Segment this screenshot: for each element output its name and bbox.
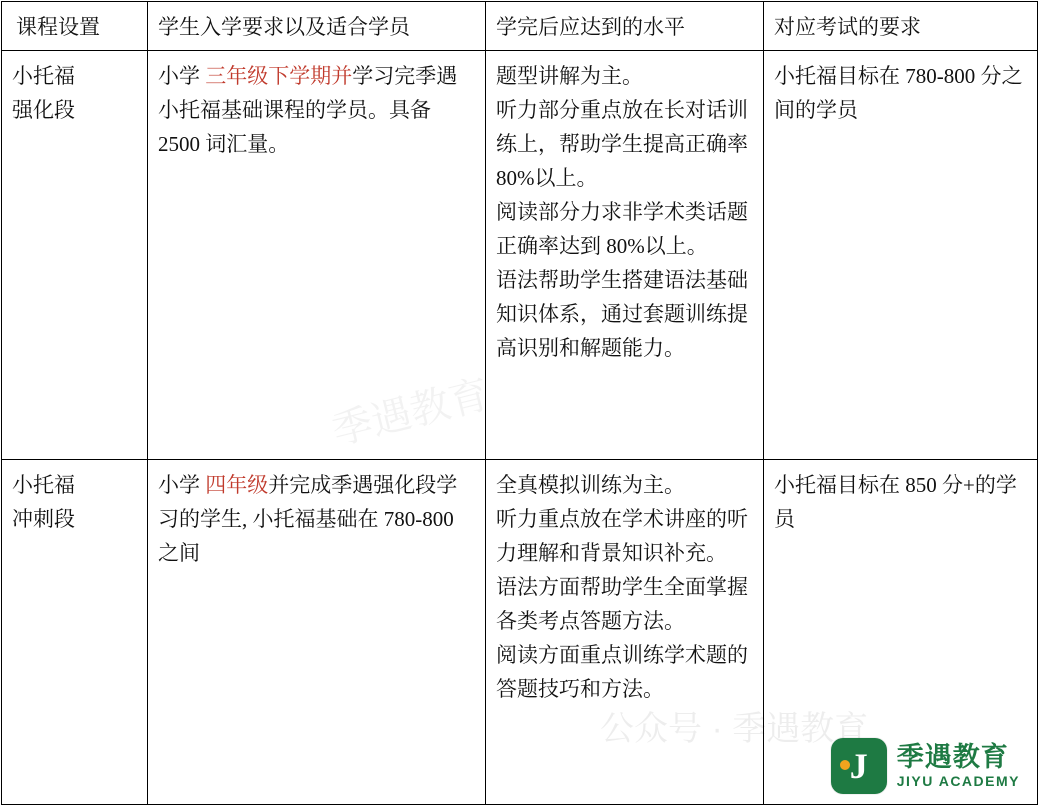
table-header [2,2,1038,51]
requirement-text-plain: 小学 [158,64,206,89]
outcome-paragraph: 全真模拟训练为主。 [496,473,685,498]
stage-line: 小托福 [12,473,75,498]
cell-expected-level [486,460,764,805]
cell-course-stage [2,460,148,805]
cell-entry-requirement [148,460,486,805]
cell-entry-requirement [148,51,486,460]
outcome-paragraph: 阅读方面重点训练学术题的答题技巧和方法。 [496,643,748,702]
cell-exam-requirement [764,460,1038,805]
logo-glyph: J [849,746,868,786]
stage-line: 强化段 [12,98,75,123]
requirement-paragraph [158,59,475,161]
cell-exam-requirement [764,51,1038,460]
requirement-text-rest: 并完成季遇强化段学习的学生, 小托福基础在 780-800 之间 [158,473,458,566]
watermark-main: 季遇教育 [327,372,494,454]
column-header-entry-requirement: 学生入学要求以及适合学员 [148,2,486,51]
logo-name-en: JIYU ACADEMY [896,773,1020,790]
column-header-expected-level: 学完后应达到的水平 [486,2,764,51]
table-row [2,460,1038,805]
exam-requirement-text: 小托福目标在 850 分+的学员 [774,473,1017,532]
table-header-row [2,2,1038,51]
requirement-text-highlight: 四年级 [205,473,269,498]
outcome-paragraph: 语法方面帮助学生全面掌握各类考点答题方法。 [496,575,748,634]
table-body [2,51,1038,805]
cell-course-stage [2,51,148,460]
document-page [0,1,1038,802]
watermark-secondary: 公众号 · 季遇教育 [600,710,869,748]
outcome-paragraph: 听力部分重点放在长对话训练上，帮助学生提高正确率 80%以上。 [496,98,748,191]
cell-expected-level [486,51,764,460]
exam-requirement-text: 小托福目标在 780-800 分之间的学员 [774,64,1023,123]
stage-line: 冲刺段 [12,507,75,532]
requirement-text-plain: 小学 [158,473,206,498]
table-row [2,51,1038,460]
outcome-paragraph: 题型讲解为主。 [496,64,643,89]
outcome-paragraph: 语法帮助学生搭建语法基础知识体系，通过套题训练提高识别和解题能力。 [496,268,748,361]
requirement-text-rest: 学习完季遇小托福基础课程的学员。具备 2500 词汇量。 [158,64,458,157]
requirement-paragraph [158,468,475,570]
course-settings-table [1,1,1038,805]
stage-line: 小托福 [12,64,75,89]
logo-name-cn: 季遇教育 [896,741,1009,772]
outcome-paragraph: 听力重点放在学术讲座的听力理解和背景知识补充。 [496,507,748,566]
outcome-paragraph: 阅读部分力求非学术类话题正确率达到 80%以上。 [496,200,748,259]
requirement-text-highlight: 三年级下学期并 [205,64,353,89]
column-header-course-setting: 课程设置 [2,2,148,51]
column-header-exam-requirement: 对应考试的要求 [764,2,1038,51]
